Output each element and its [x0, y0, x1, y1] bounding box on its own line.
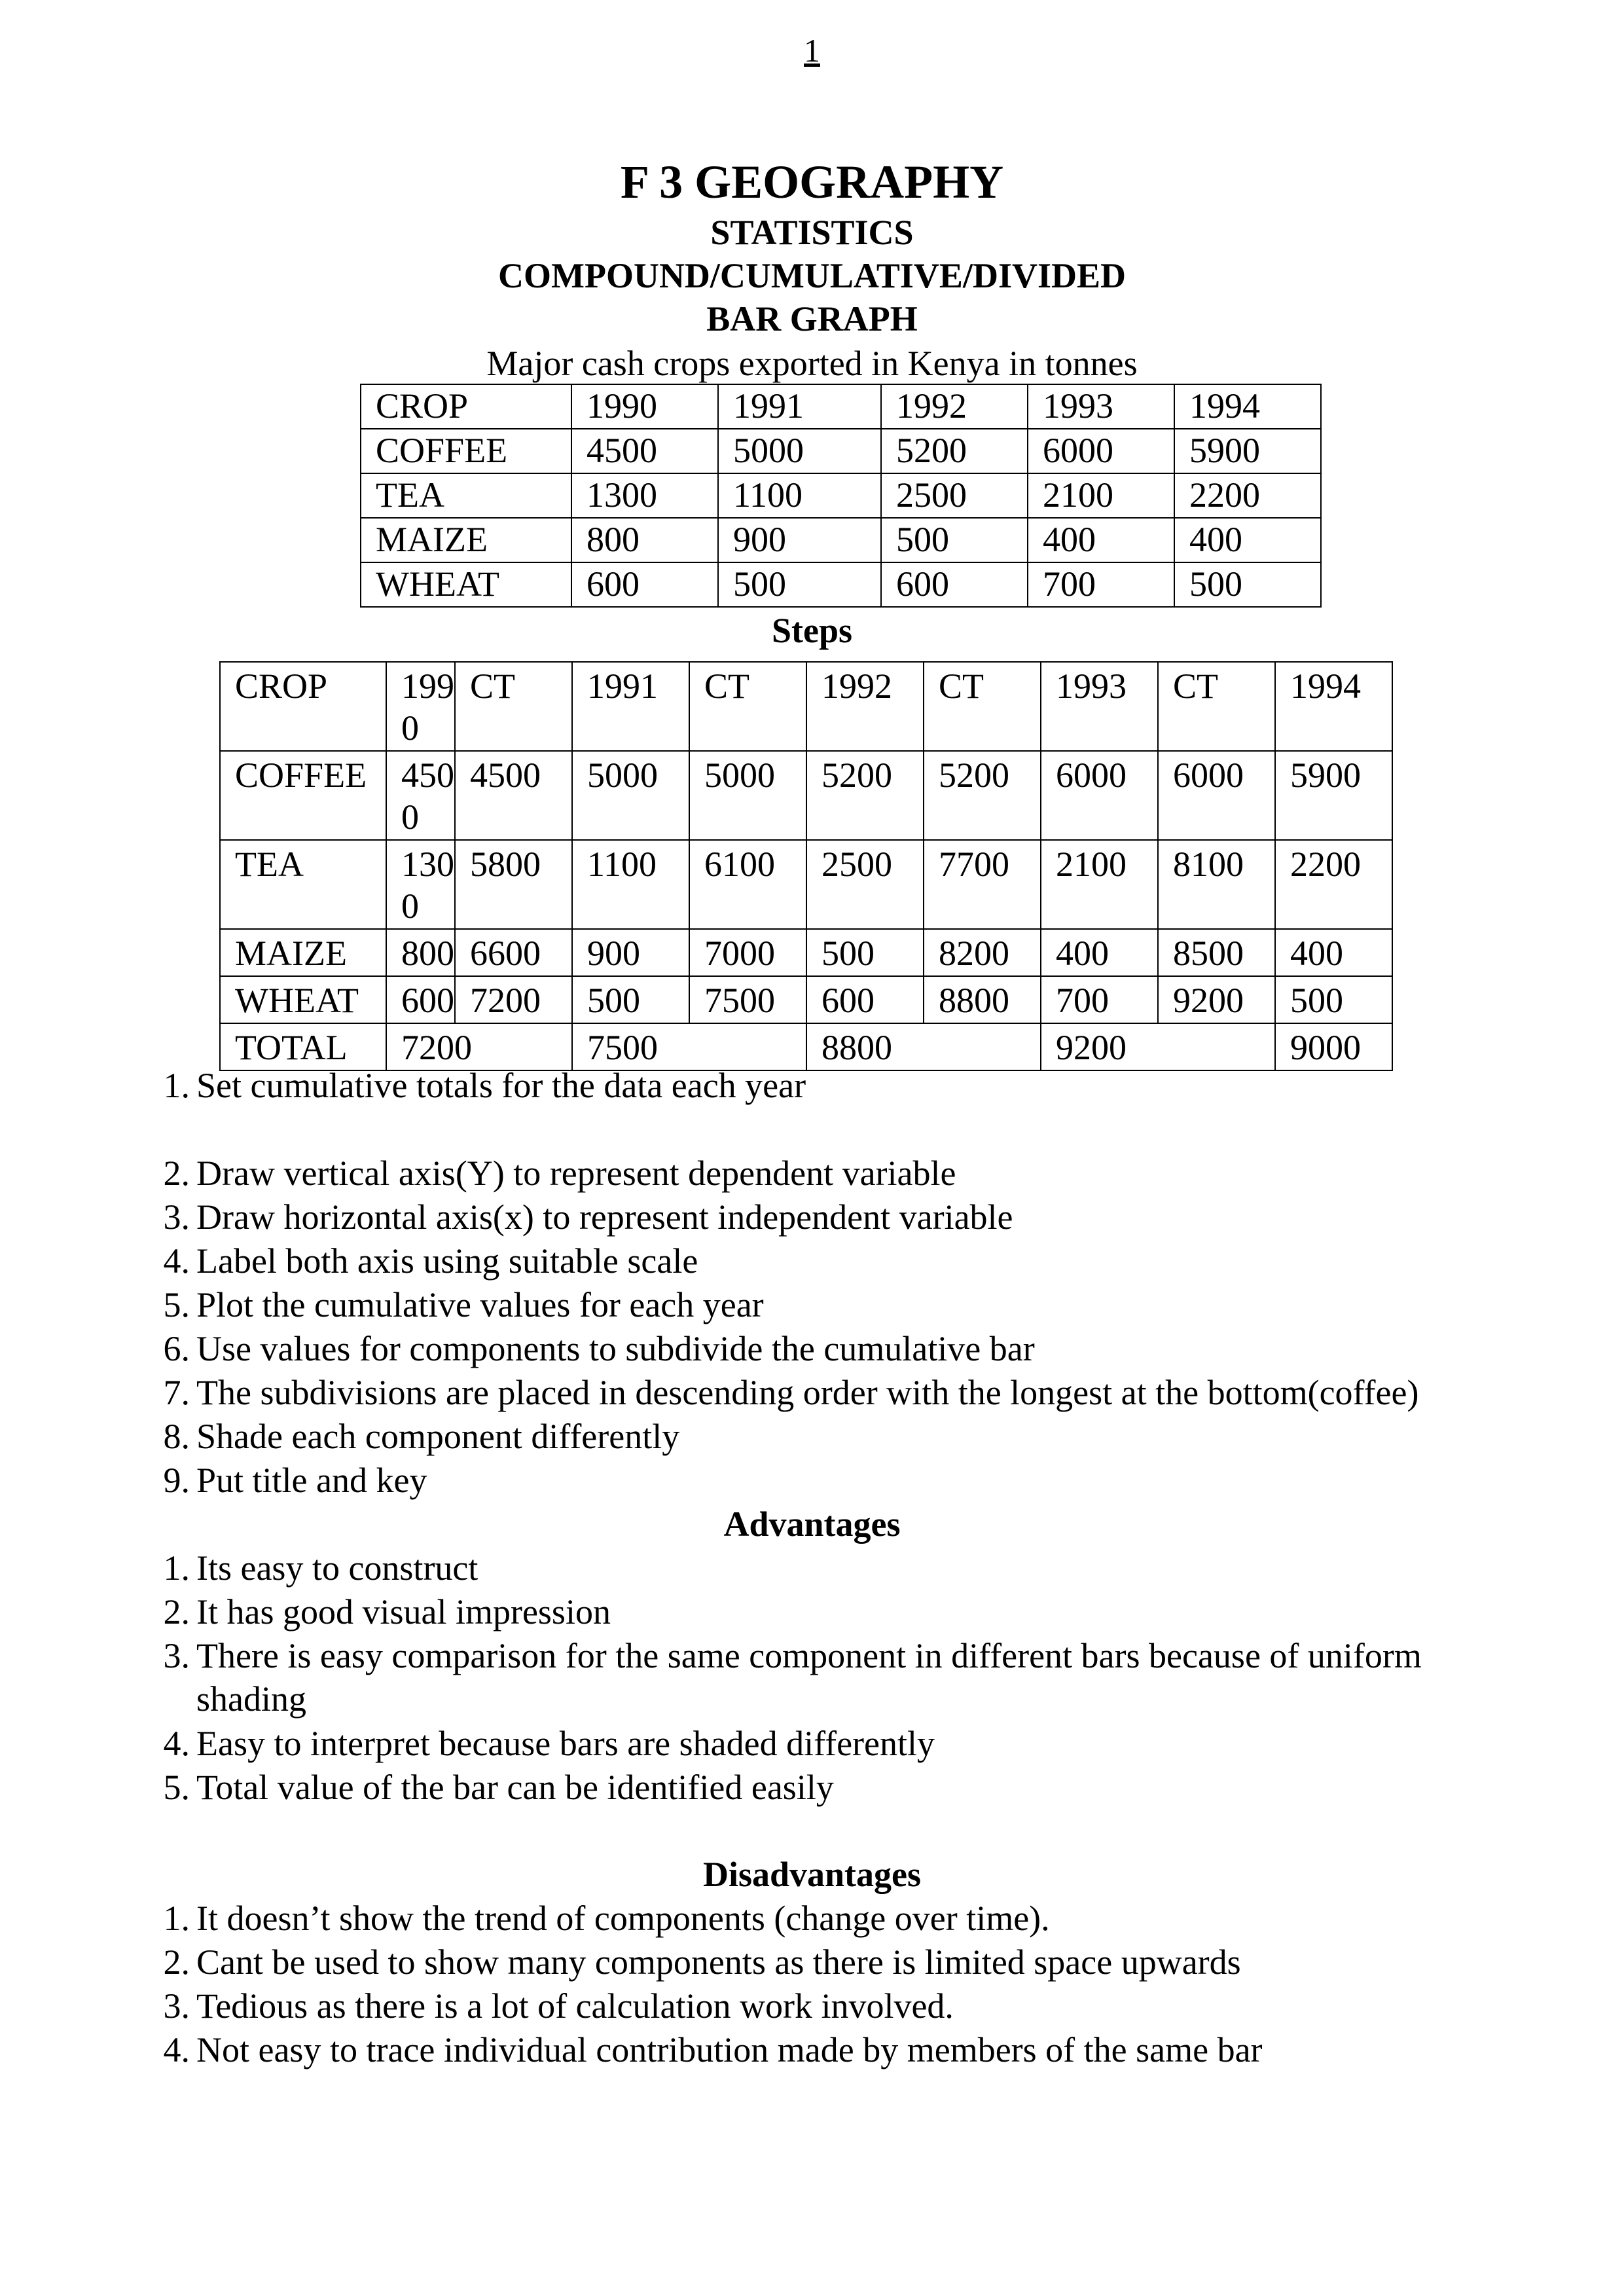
- table-cell: 500: [1174, 562, 1321, 607]
- table-cell: 600: [571, 562, 718, 607]
- table-cell: 5800: [455, 840, 572, 929]
- subtitle-statistics: STATISTICS: [710, 213, 914, 252]
- table-cell: 2100: [1028, 473, 1174, 518]
- table-cell: 500: [572, 976, 689, 1023]
- table-cell: COFFEE: [361, 429, 571, 473]
- table-header-cell: 1990: [571, 384, 718, 429]
- table-cell: 2100: [1041, 840, 1158, 929]
- table-cell: 600: [806, 976, 924, 1023]
- table-cell: 400: [1275, 929, 1392, 976]
- table-header-row: [361, 384, 1321, 429]
- table-cell: 5900: [1174, 429, 1321, 473]
- table-cell: 2500: [881, 473, 1028, 518]
- table-cell: MAIZE: [361, 518, 571, 562]
- table-cell: 7500: [689, 976, 806, 1023]
- table-row: [361, 562, 1321, 607]
- table-cell: 7700: [924, 840, 1041, 929]
- table-header-cell: 1992: [881, 384, 1028, 429]
- table-cell: 7200: [386, 1023, 572, 1070]
- table-cell: 4500: [386, 751, 455, 840]
- table-cell: 5000: [718, 429, 881, 473]
- table-cell: 8200: [924, 929, 1041, 976]
- table-row: [361, 429, 1321, 473]
- table-cell: 5200: [924, 751, 1041, 840]
- table-cell: 800: [386, 929, 455, 976]
- table-cell: 9200: [1041, 1023, 1275, 1070]
- table-cell: 7000: [689, 929, 806, 976]
- table-cell: 5200: [806, 751, 924, 840]
- table-cell: 6600: [455, 929, 572, 976]
- table-header-cell: 1991: [572, 662, 689, 751]
- table-header-cell: 1990: [386, 662, 455, 751]
- table-header-cell: CROP: [361, 384, 571, 429]
- subtitle-bar-graph: BAR GRAPH: [706, 299, 918, 338]
- table-cell: 400: [1028, 518, 1174, 562]
- crops-export-table: [360, 384, 1322, 608]
- table-header-cell: 1993: [1041, 662, 1158, 751]
- table-cell: 900: [572, 929, 689, 976]
- table-cell: 9000: [1275, 1023, 1392, 1070]
- table-cell: 600: [386, 976, 455, 1023]
- table-cell: 500: [881, 518, 1028, 562]
- table-header-cell: CT: [1158, 662, 1275, 751]
- table-cell: 700: [1041, 976, 1158, 1023]
- table-header-cell: CT: [924, 662, 1041, 751]
- table-header-cell: 1994: [1174, 384, 1321, 429]
- table-cell: 6000: [1028, 429, 1174, 473]
- table-cell: 500: [718, 562, 881, 607]
- table-cell: WHEAT: [220, 976, 386, 1023]
- table1-caption: Major cash crops exported in Kenya in tonnes: [486, 344, 1138, 383]
- table-row: [220, 751, 1392, 840]
- table-row: [361, 473, 1321, 518]
- table-cell: 2200: [1275, 840, 1392, 929]
- table-cell: 9200: [1158, 976, 1275, 1023]
- table-cell: 700: [1028, 562, 1174, 607]
- table-header-cell: CT: [455, 662, 572, 751]
- table-cell: 5000: [689, 751, 806, 840]
- table-cell: 400: [1174, 518, 1321, 562]
- table-cell: 500: [1275, 976, 1392, 1023]
- table-cell: TOTAL: [220, 1023, 386, 1070]
- table-cell: 8800: [806, 1023, 1041, 1070]
- table-cell: 6000: [1041, 751, 1158, 840]
- table-cell: 4500: [571, 429, 718, 473]
- table-cell: 2500: [806, 840, 924, 929]
- table-cell: 2200: [1174, 473, 1321, 518]
- table-cell: 1300: [571, 473, 718, 518]
- table-cell: TEA: [361, 473, 571, 518]
- table-header-cell: CT: [689, 662, 806, 751]
- table-cell: 6100: [689, 840, 806, 929]
- table-cell: 5000: [572, 751, 689, 840]
- table-cell: 600: [881, 562, 1028, 607]
- disadvantages-heading: Disadvantages: [702, 1855, 922, 1894]
- table-cell: MAIZE: [220, 929, 386, 976]
- table-header-cell: 1993: [1028, 384, 1174, 429]
- table-header-cell: CROP: [220, 662, 386, 751]
- table-cell: WHEAT: [361, 562, 571, 607]
- table-header-cell: 1992: [806, 662, 924, 751]
- table-cell: 5200: [881, 429, 1028, 473]
- table-cell: 8100: [1158, 840, 1275, 929]
- table-row: [361, 518, 1321, 562]
- page-title: F 3 GEOGRAPHY: [620, 156, 1004, 208]
- table-cell: 7500: [572, 1023, 806, 1070]
- table-header-cell: 1991: [718, 384, 881, 429]
- table-row: [220, 840, 1392, 929]
- table-cell: 500: [806, 929, 924, 976]
- table-cell: 8800: [924, 976, 1041, 1023]
- table-cell: COFFEE: [220, 751, 386, 840]
- table-cell: TEA: [220, 840, 386, 929]
- table-cell: 5900: [1275, 751, 1392, 840]
- table-cell: 1100: [718, 473, 881, 518]
- page-number: 1: [804, 32, 820, 69]
- table-header-row: [220, 662, 1392, 751]
- table-header-cell: 1994: [1275, 662, 1392, 751]
- table-cell: 400: [1041, 929, 1158, 976]
- table-cell: 6000: [1158, 751, 1275, 840]
- table-cell: 1100: [572, 840, 689, 929]
- subtitle-graph-types: COMPOUND/CUMULATIVE/DIVIDED: [497, 256, 1126, 295]
- table-row: [220, 929, 1392, 976]
- steps-heading: Steps: [771, 611, 853, 650]
- table-cell: 4500: [455, 751, 572, 840]
- table-row: [220, 976, 1392, 1023]
- table-cell: 900: [718, 518, 881, 562]
- table-cell: 1300: [386, 840, 455, 929]
- cumulative-totals-table: [219, 661, 1393, 1071]
- table-cell: 7200: [455, 976, 572, 1023]
- table-cell: 8500: [1158, 929, 1275, 976]
- table-cell: 800: [571, 518, 718, 562]
- advantages-heading: Advantages: [723, 1504, 901, 1544]
